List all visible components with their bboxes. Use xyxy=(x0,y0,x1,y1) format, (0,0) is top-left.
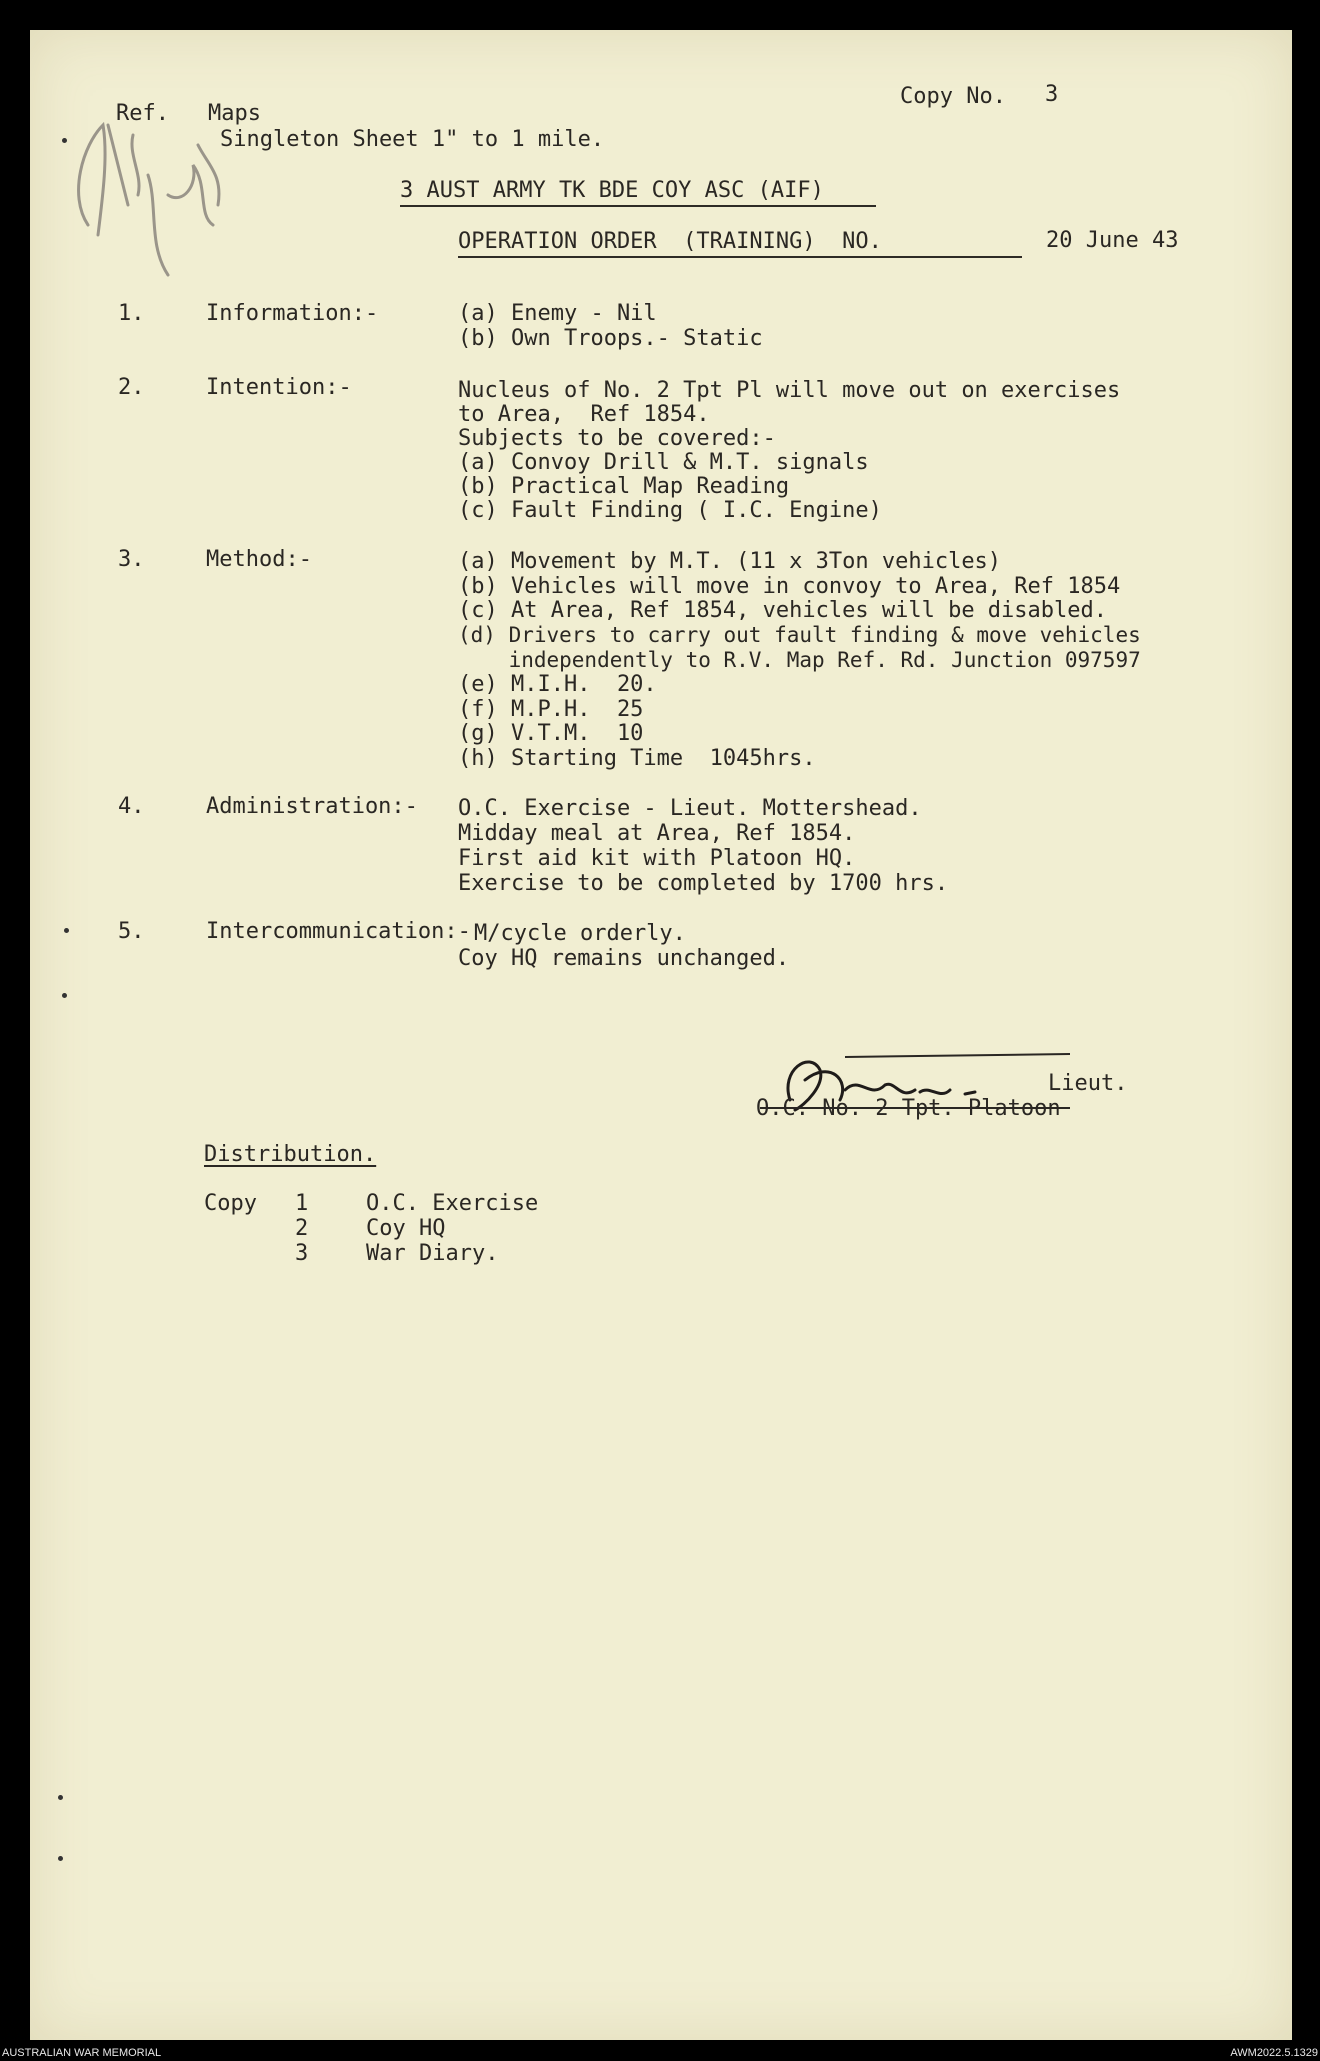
section-number: 2. xyxy=(118,375,145,400)
section-heading: Intention:- xyxy=(206,375,352,400)
signature-position: O.C. No. 2 Tpt. Platoon xyxy=(756,1096,1061,1121)
section-line: (a) Movement by M.T. (11 x 3Ton vehicles) xyxy=(458,549,1002,574)
section-line: (c) Fault Finding ( I.C. Engine) xyxy=(458,498,882,523)
section-number: 4. xyxy=(118,794,145,819)
distribution-recipient: War Diary. xyxy=(366,1241,499,1266)
section-line: (b) Vehicles will move in convoy to Area, Ref 1854 xyxy=(458,574,1121,599)
margin-dot xyxy=(58,1795,63,1800)
distribution-copy-no: 2 xyxy=(295,1216,309,1241)
section-line: First aid kit with Platoon HQ. xyxy=(458,846,856,871)
section-number: 1. xyxy=(118,301,145,326)
unit-title-underline xyxy=(400,205,876,207)
section-number: 3. xyxy=(118,547,145,572)
section-line: Subjects to be covered:- xyxy=(458,426,776,451)
distribution-heading: Distribution. xyxy=(204,1142,377,1167)
section-line: Nucleus of No. 2 Tpt Pl will move out on exercises xyxy=(458,378,1121,403)
section-line: (b) Own Troops.- Static xyxy=(458,326,763,351)
maps-value: Singleton Sheet 1" to 1 mile. xyxy=(220,127,605,152)
margin-dot xyxy=(58,1856,63,1861)
footer-left: AUSTRALIAN WAR MEMORIAL xyxy=(2,2047,162,2059)
ref-label: Ref. xyxy=(116,101,169,126)
section-line: to Area, Ref 1854. xyxy=(458,402,710,427)
order-date: 20 June 43 xyxy=(1046,228,1179,253)
copy-no-value: 3 xyxy=(1045,82,1059,107)
document-page xyxy=(30,30,1292,2040)
section-line: Exercise to be completed by 1700 hrs. xyxy=(458,871,949,896)
section-number: 5. xyxy=(118,919,145,944)
section-heading: Information:- xyxy=(206,301,379,326)
footer-right: AWM2022.5.1329 xyxy=(1230,2047,1318,2059)
distribution-recipient: Coy HQ xyxy=(366,1216,446,1241)
section-line: independently to R.V. Map Ref. Rd. Junction 097597 xyxy=(458,648,1141,672)
section-line: (a) Enemy - Nil xyxy=(458,301,657,326)
section-line: M/cycle orderly. xyxy=(474,921,686,946)
distribution-copy-no: 1 xyxy=(295,1191,309,1216)
unit-title: 3 AUST ARMY TK BDE COY ASC (AIF) xyxy=(400,178,824,203)
section-heading: Intercommunication:- xyxy=(206,919,471,944)
distribution-recipient: O.C. Exercise xyxy=(366,1191,539,1216)
section-line: Coy HQ remains unchanged. xyxy=(458,946,790,971)
margin-dot xyxy=(62,138,67,143)
section-heading: Administration:- xyxy=(206,794,418,819)
section-line: (g) V.T.M. 10 xyxy=(458,721,644,746)
distribution-copy-label: Copy xyxy=(204,1191,257,1216)
section-line: (a) Convoy Drill & M.T. signals xyxy=(458,450,869,475)
section-line: (f) M.P.H. 25 xyxy=(458,697,644,722)
margin-dot xyxy=(62,993,67,998)
copy-no-label: Copy No. xyxy=(900,84,1006,109)
section-line: (d) Drivers to carry out fault finding & move vehicles xyxy=(458,623,1141,647)
distribution-copy-no: 3 xyxy=(295,1241,309,1266)
margin-dot xyxy=(64,928,69,933)
section-line: (h) Starting Time 1045hrs. xyxy=(458,746,816,771)
section-heading: Method:- xyxy=(206,547,312,572)
section-line: (b) Practical Map Reading xyxy=(458,474,790,499)
signature-rank: Lieut. xyxy=(1048,1071,1128,1096)
section-line: (e) M.I.H. 20. xyxy=(458,672,657,697)
section-line: Midday meal at Area, Ref 1854. xyxy=(458,821,856,846)
order-title: OPERATION ORDER (TRAINING) NO. xyxy=(458,229,882,254)
maps-label: Maps xyxy=(208,101,261,126)
section-line: (c) At Area, Ref 1854, vehicles will be disabled. xyxy=(458,598,1108,623)
order-title-underline xyxy=(458,256,1022,258)
section-line: O.C. Exercise - Lieut. Mottershead. xyxy=(458,796,922,821)
